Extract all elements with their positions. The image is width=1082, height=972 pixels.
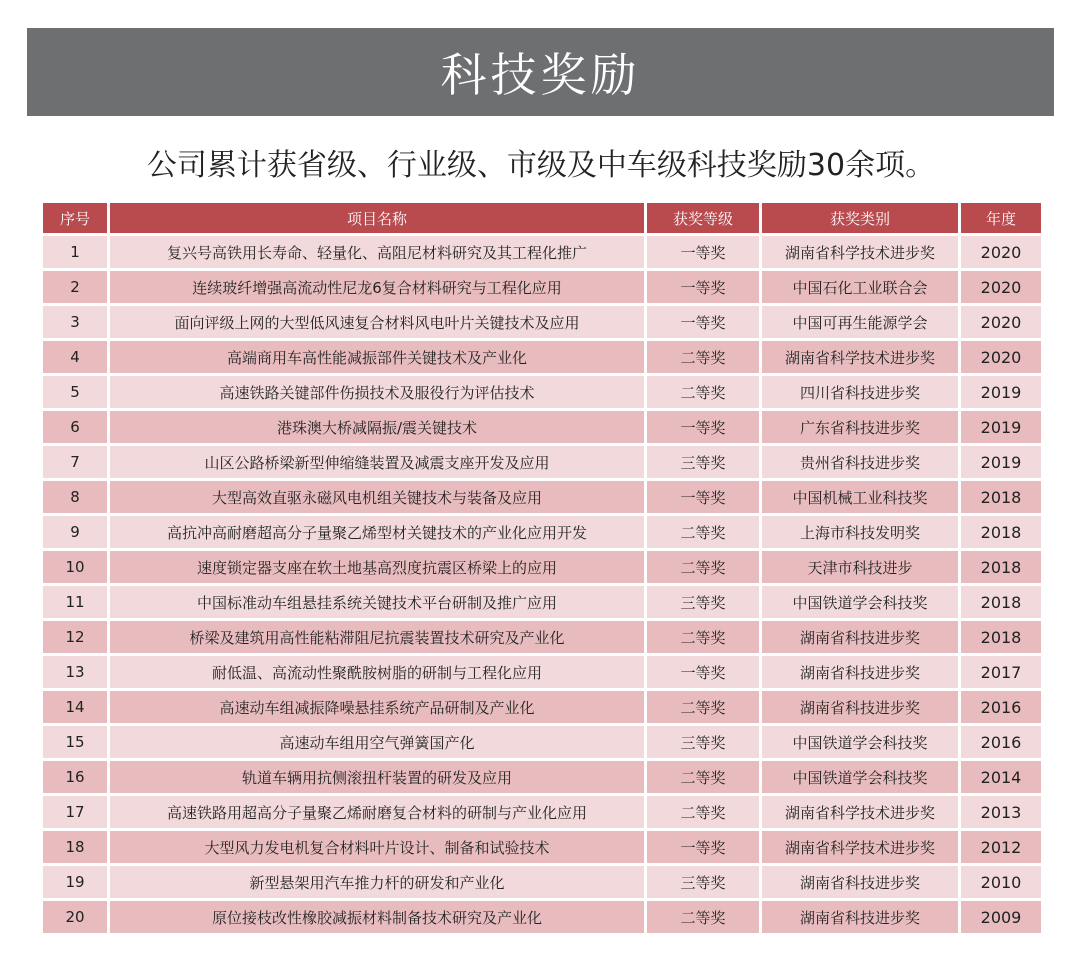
table-row [43, 656, 1041, 688]
award-category: 中国石化工业联合会 [762, 271, 958, 303]
award-category: 湖南省科学技术进步奖 [762, 236, 958, 268]
table-header-row [43, 203, 1041, 233]
award-level: 二等奖 [647, 341, 759, 373]
award-year: 2019 [961, 446, 1041, 478]
award-category: 湖南省科学技术进步奖 [762, 831, 958, 863]
project-name: 耐低温、高流动性聚酰胺树脂的研制与工程化应用 [110, 656, 644, 688]
award-level: 一等奖 [647, 306, 759, 338]
award-category: 中国铁道学会科技奖 [762, 726, 958, 758]
page-subtitle: 公司累计获省级、行业级、市级及中车级科技奖励30余项。 [146, 148, 936, 183]
award-year: 2010 [961, 866, 1041, 898]
table-row [43, 866, 1041, 898]
row-number: 13 [43, 656, 107, 688]
award-level: 二等奖 [647, 761, 759, 793]
row-number: 3 [43, 306, 107, 338]
table-row [43, 236, 1041, 268]
page-title: 科技奖励 [440, 48, 641, 102]
table-row [43, 901, 1041, 933]
award-category: 中国铁道学会科技奖 [762, 586, 958, 618]
table-row [43, 831, 1041, 863]
award-year: 2014 [961, 761, 1041, 793]
column-header-no: 序号 [43, 203, 107, 233]
award-category: 四川省科技进步奖 [762, 376, 958, 408]
award-level: 三等奖 [647, 586, 759, 618]
project-name: 高速铁路用超高分子量聚乙烯耐磨复合材料的研制与产业化应用 [110, 796, 644, 828]
table-row [43, 621, 1041, 653]
award-category: 广东省科技进步奖 [762, 411, 958, 443]
award-category: 湖南省科技进步奖 [762, 656, 958, 688]
award-category: 贵州省科技进步奖 [762, 446, 958, 478]
row-number: 10 [43, 551, 107, 583]
table-row [43, 481, 1041, 513]
row-number: 14 [43, 691, 107, 723]
award-category: 湖南省科技进步奖 [762, 901, 958, 933]
table-row [43, 551, 1041, 583]
column-header-name: 项目名称 [110, 203, 644, 233]
award-year: 2020 [961, 236, 1041, 268]
award-category: 天津市科技进步 [762, 551, 958, 583]
award-level: 三等奖 [647, 726, 759, 758]
award-year: 2016 [961, 691, 1041, 723]
project-name: 山区公路桥梁新型伸缩缝装置及减震支座开发及应用 [110, 446, 644, 478]
award-category: 湖南省科技进步奖 [762, 691, 958, 723]
table-row [43, 271, 1041, 303]
table-row [43, 796, 1041, 828]
award-year: 2018 [961, 621, 1041, 653]
row-number: 16 [43, 761, 107, 793]
award-year: 2013 [961, 796, 1041, 828]
award-level: 二等奖 [647, 516, 759, 548]
project-name: 高抗冲高耐磨超高分子量聚乙烯型材关键技术的产业化应用开发 [110, 516, 644, 548]
award-year: 2016 [961, 726, 1041, 758]
award-year: 2018 [961, 516, 1041, 548]
award-level: 一等奖 [647, 656, 759, 688]
row-number: 8 [43, 481, 107, 513]
project-name: 复兴号高铁用长寿命、轻量化、高阻尼材料研究及其工程化推广 [110, 236, 644, 268]
project-name: 新型悬架用汽车推力杆的研发和产业化 [110, 866, 644, 898]
award-category: 湖南省科技进步奖 [762, 866, 958, 898]
award-level: 一等奖 [647, 236, 759, 268]
project-name: 速度锁定器支座在软土地基高烈度抗震区桥梁上的应用 [110, 551, 644, 583]
row-number: 19 [43, 866, 107, 898]
table-row [43, 691, 1041, 723]
award-level: 二等奖 [647, 621, 759, 653]
row-number: 1 [43, 236, 107, 268]
award-level: 二等奖 [647, 901, 759, 933]
award-category: 湖南省科技进步奖 [762, 621, 958, 653]
row-number: 4 [43, 341, 107, 373]
column-header-year: 年度 [961, 203, 1041, 233]
project-name: 高速动车组用空气弹簧国产化 [110, 726, 644, 758]
award-level: 一等奖 [647, 411, 759, 443]
project-name: 桥梁及建筑用高性能粘滞阻尼抗震装置技术研究及产业化 [110, 621, 644, 653]
table-row [43, 446, 1041, 478]
table-row [43, 761, 1041, 793]
award-category: 中国机械工业科技奖 [762, 481, 958, 513]
project-name: 高速动车组减振降噪悬挂系统产品研制及产业化 [110, 691, 644, 723]
award-year: 2020 [961, 341, 1041, 373]
award-level: 三等奖 [647, 446, 759, 478]
row-number: 11 [43, 586, 107, 618]
awards-table [40, 200, 1044, 936]
table-row [43, 411, 1041, 443]
row-number: 17 [43, 796, 107, 828]
award-category: 湖南省科学技术进步奖 [762, 341, 958, 373]
award-level: 一等奖 [647, 831, 759, 863]
award-year: 2020 [961, 306, 1041, 338]
project-name: 高速铁路关键部件伤损技术及服役行为评估技术 [110, 376, 644, 408]
award-level: 三等奖 [647, 866, 759, 898]
award-year: 2019 [961, 411, 1041, 443]
award-level: 二等奖 [647, 691, 759, 723]
table-row [43, 306, 1041, 338]
project-name: 连续玻纤增强高流动性尼龙6复合材料研究与工程化应用 [110, 271, 644, 303]
row-number: 9 [43, 516, 107, 548]
row-number: 7 [43, 446, 107, 478]
project-name: 大型风力发电机复合材料叶片设计、制备和试验技术 [110, 831, 644, 863]
award-category: 中国可再生能源学会 [762, 306, 958, 338]
row-number: 18 [43, 831, 107, 863]
award-year: 2012 [961, 831, 1041, 863]
award-year: 2018 [961, 586, 1041, 618]
award-year: 2017 [961, 656, 1041, 688]
award-category: 湖南省科学技术进步奖 [762, 796, 958, 828]
project-name: 港珠澳大桥减隔振/震关键技术 [110, 411, 644, 443]
award-year: 2020 [961, 271, 1041, 303]
award-year: 2009 [961, 901, 1041, 933]
project-name: 面向评级上网的大型低风速复合材料风电叶片关键技术及应用 [110, 306, 644, 338]
project-name: 高端商用车高性能减振部件关键技术及产业化 [110, 341, 644, 373]
award-level: 一等奖 [647, 481, 759, 513]
title-banner [27, 28, 1054, 116]
row-number: 20 [43, 901, 107, 933]
project-name: 中国标准动车组悬挂系统关键技术平台研制及推广应用 [110, 586, 644, 618]
project-name: 大型高效直驱永磁风电机组关键技术与装备及应用 [110, 481, 644, 513]
award-year: 2019 [961, 376, 1041, 408]
table-row [43, 586, 1041, 618]
award-category: 上海市科技发明奖 [762, 516, 958, 548]
row-number: 15 [43, 726, 107, 758]
table-row [43, 516, 1041, 548]
table-row [43, 726, 1041, 758]
award-category: 中国铁道学会科技奖 [762, 761, 958, 793]
award-year: 2018 [961, 481, 1041, 513]
project-name: 原位接枝改性橡胶减振材料制备技术研究及产业化 [110, 901, 644, 933]
award-year: 2018 [961, 551, 1041, 583]
award-level: 二等奖 [647, 551, 759, 583]
table-row [43, 341, 1041, 373]
award-level: 二等奖 [647, 796, 759, 828]
row-number: 6 [43, 411, 107, 443]
table-body [43, 236, 1041, 933]
row-number: 2 [43, 271, 107, 303]
award-level: 二等奖 [647, 376, 759, 408]
row-number: 5 [43, 376, 107, 408]
project-name: 轨道车辆用抗侧滚扭杆装置的研发及应用 [110, 761, 644, 793]
table-row [43, 376, 1041, 408]
award-level: 一等奖 [647, 271, 759, 303]
column-header-level: 获奖等级 [647, 203, 759, 233]
column-header-category: 获奖类别 [762, 203, 958, 233]
row-number: 12 [43, 621, 107, 653]
